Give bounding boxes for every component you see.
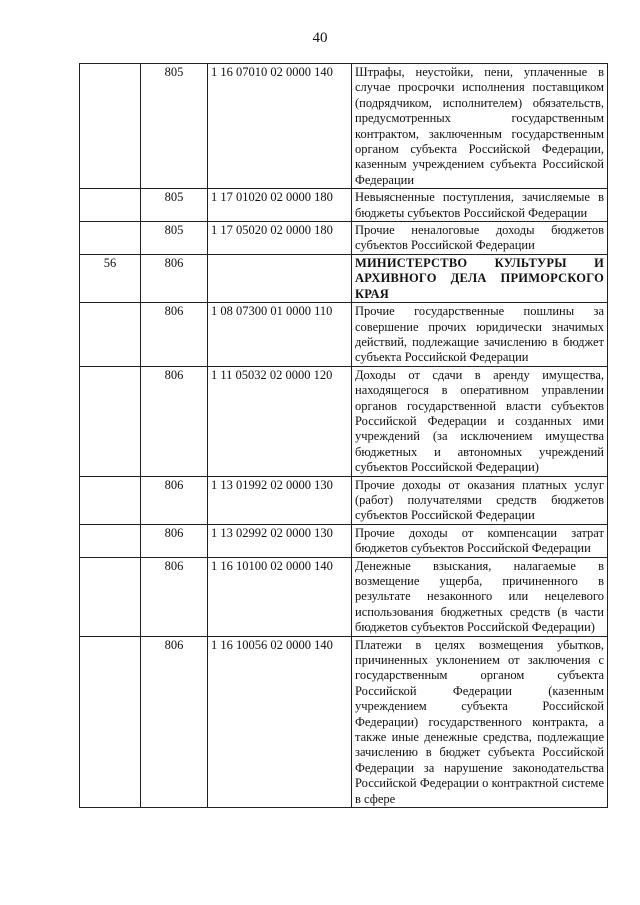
admin-code: 806 bbox=[141, 557, 208, 636]
table-row bbox=[80, 557, 608, 636]
revenue-name: Прочие доходы от оказания платных услуг (работ) получателями средств бюджетов субъектов Российской Федерации bbox=[352, 476, 608, 524]
revenue-code: 1 13 01992 02 0000 130 bbox=[208, 476, 352, 524]
revenue-code: 1 16 10100 02 0000 140 bbox=[208, 557, 352, 636]
table-row bbox=[80, 476, 608, 524]
page-number: 40 bbox=[312, 30, 328, 46]
admin-code: 806 bbox=[141, 636, 208, 807]
table-row bbox=[80, 524, 608, 557]
revenue-name: Доходы от сдачи в аренду имущества, находящегося в оперативном управлении органов государственной власти субъектов Российской Федерации и созданных ими учреждений (за исключением имущества бюджетных и автономных учреждений субъектов Российской Федерации) bbox=[352, 366, 608, 476]
admin-code: 806 bbox=[141, 303, 208, 367]
row-number bbox=[80, 303, 141, 367]
revenue-codes-table bbox=[79, 63, 608, 808]
admin-code: 805 bbox=[141, 64, 208, 189]
table-row bbox=[80, 189, 608, 222]
ministry-name: МИНИСТЕРСТВО КУЛЬТУРЫ И АРХИВНОГО ДЕЛА ПРИМОРСКОГО КРАЯ bbox=[352, 254, 608, 302]
revenue-code bbox=[208, 254, 352, 302]
revenue-name: Платежи в целях возмещения убытков, причиненных уклонением от заключения с государственным органом субъекта Российской Федерации (казенным учреждением субъекта Российской Федерации) государственного контракта, а также иные денежные средства, подлежащие зачислению в бюджет субъекта Российской Федерации за нарушение законодательства Российской Федерации о контрактной системе в сфере bbox=[352, 636, 608, 807]
ministry-header-row bbox=[80, 254, 608, 302]
admin-code: 806 bbox=[141, 476, 208, 524]
row-number bbox=[80, 636, 141, 807]
revenue-code: 1 16 07010 02 0000 140 bbox=[208, 64, 352, 189]
row-number bbox=[80, 189, 141, 222]
row-number: 56 bbox=[80, 254, 141, 302]
revenue-name: Прочие государственные пошлины за совершение прочих юридически значимых действий, подлежащие зачислению в бюджет субъекта Российской Федерации bbox=[352, 303, 608, 367]
revenue-name: Невыясненные поступления, зачисляемые в бюджеты субъектов Российской Федерации bbox=[352, 189, 608, 222]
revenue-name: Денежные взыскания, налагаемые в возмещение ущерба, причиненного в результате незаконного или нецелевого использования бюджетных средств (в части бюджетов субъектов Российской Федерации) bbox=[352, 557, 608, 636]
admin-code: 806 bbox=[141, 254, 208, 302]
revenue-name: Штрафы, неустойки, пени, уплаченные в случае просрочки исполнения поставщиком (подрядчиком, исполнителем) обязательств, предусмотренных государственным контрактом, заключенным государственным органом субъекта Российской Федерации, казенным учреждением субъекта Российской Федерации bbox=[352, 64, 608, 189]
revenue-code: 1 11 05032 02 0000 120 bbox=[208, 366, 352, 476]
admin-code: 805 bbox=[141, 222, 208, 255]
admin-code: 806 bbox=[141, 366, 208, 476]
revenue-code: 1 08 07300 01 0000 110 bbox=[208, 303, 352, 367]
table-row bbox=[80, 64, 608, 189]
admin-code: 805 bbox=[141, 189, 208, 222]
revenue-code: 1 17 05020 02 0000 180 bbox=[208, 222, 352, 255]
row-number bbox=[80, 64, 141, 189]
row-number bbox=[80, 524, 141, 557]
admin-code: 806 bbox=[141, 524, 208, 557]
revenue-name: Прочие доходы от компенсации затрат бюджетов субъектов Российской Федерации bbox=[352, 524, 608, 557]
row-number bbox=[80, 366, 141, 476]
revenue-code: 1 17 01020 02 0000 180 bbox=[208, 189, 352, 222]
row-number bbox=[80, 222, 141, 255]
revenue-code: 1 13 02992 02 0000 130 bbox=[208, 524, 352, 557]
table-row bbox=[80, 303, 608, 367]
row-number bbox=[80, 476, 141, 524]
row-number bbox=[80, 557, 141, 636]
table-row bbox=[80, 366, 608, 476]
table-row bbox=[80, 636, 608, 807]
revenue-code: 1 16 10056 02 0000 140 bbox=[208, 636, 352, 807]
revenue-name: Прочие неналоговые доходы бюджетов субъектов Российской Федерации bbox=[352, 222, 608, 255]
table-row bbox=[80, 222, 608, 255]
